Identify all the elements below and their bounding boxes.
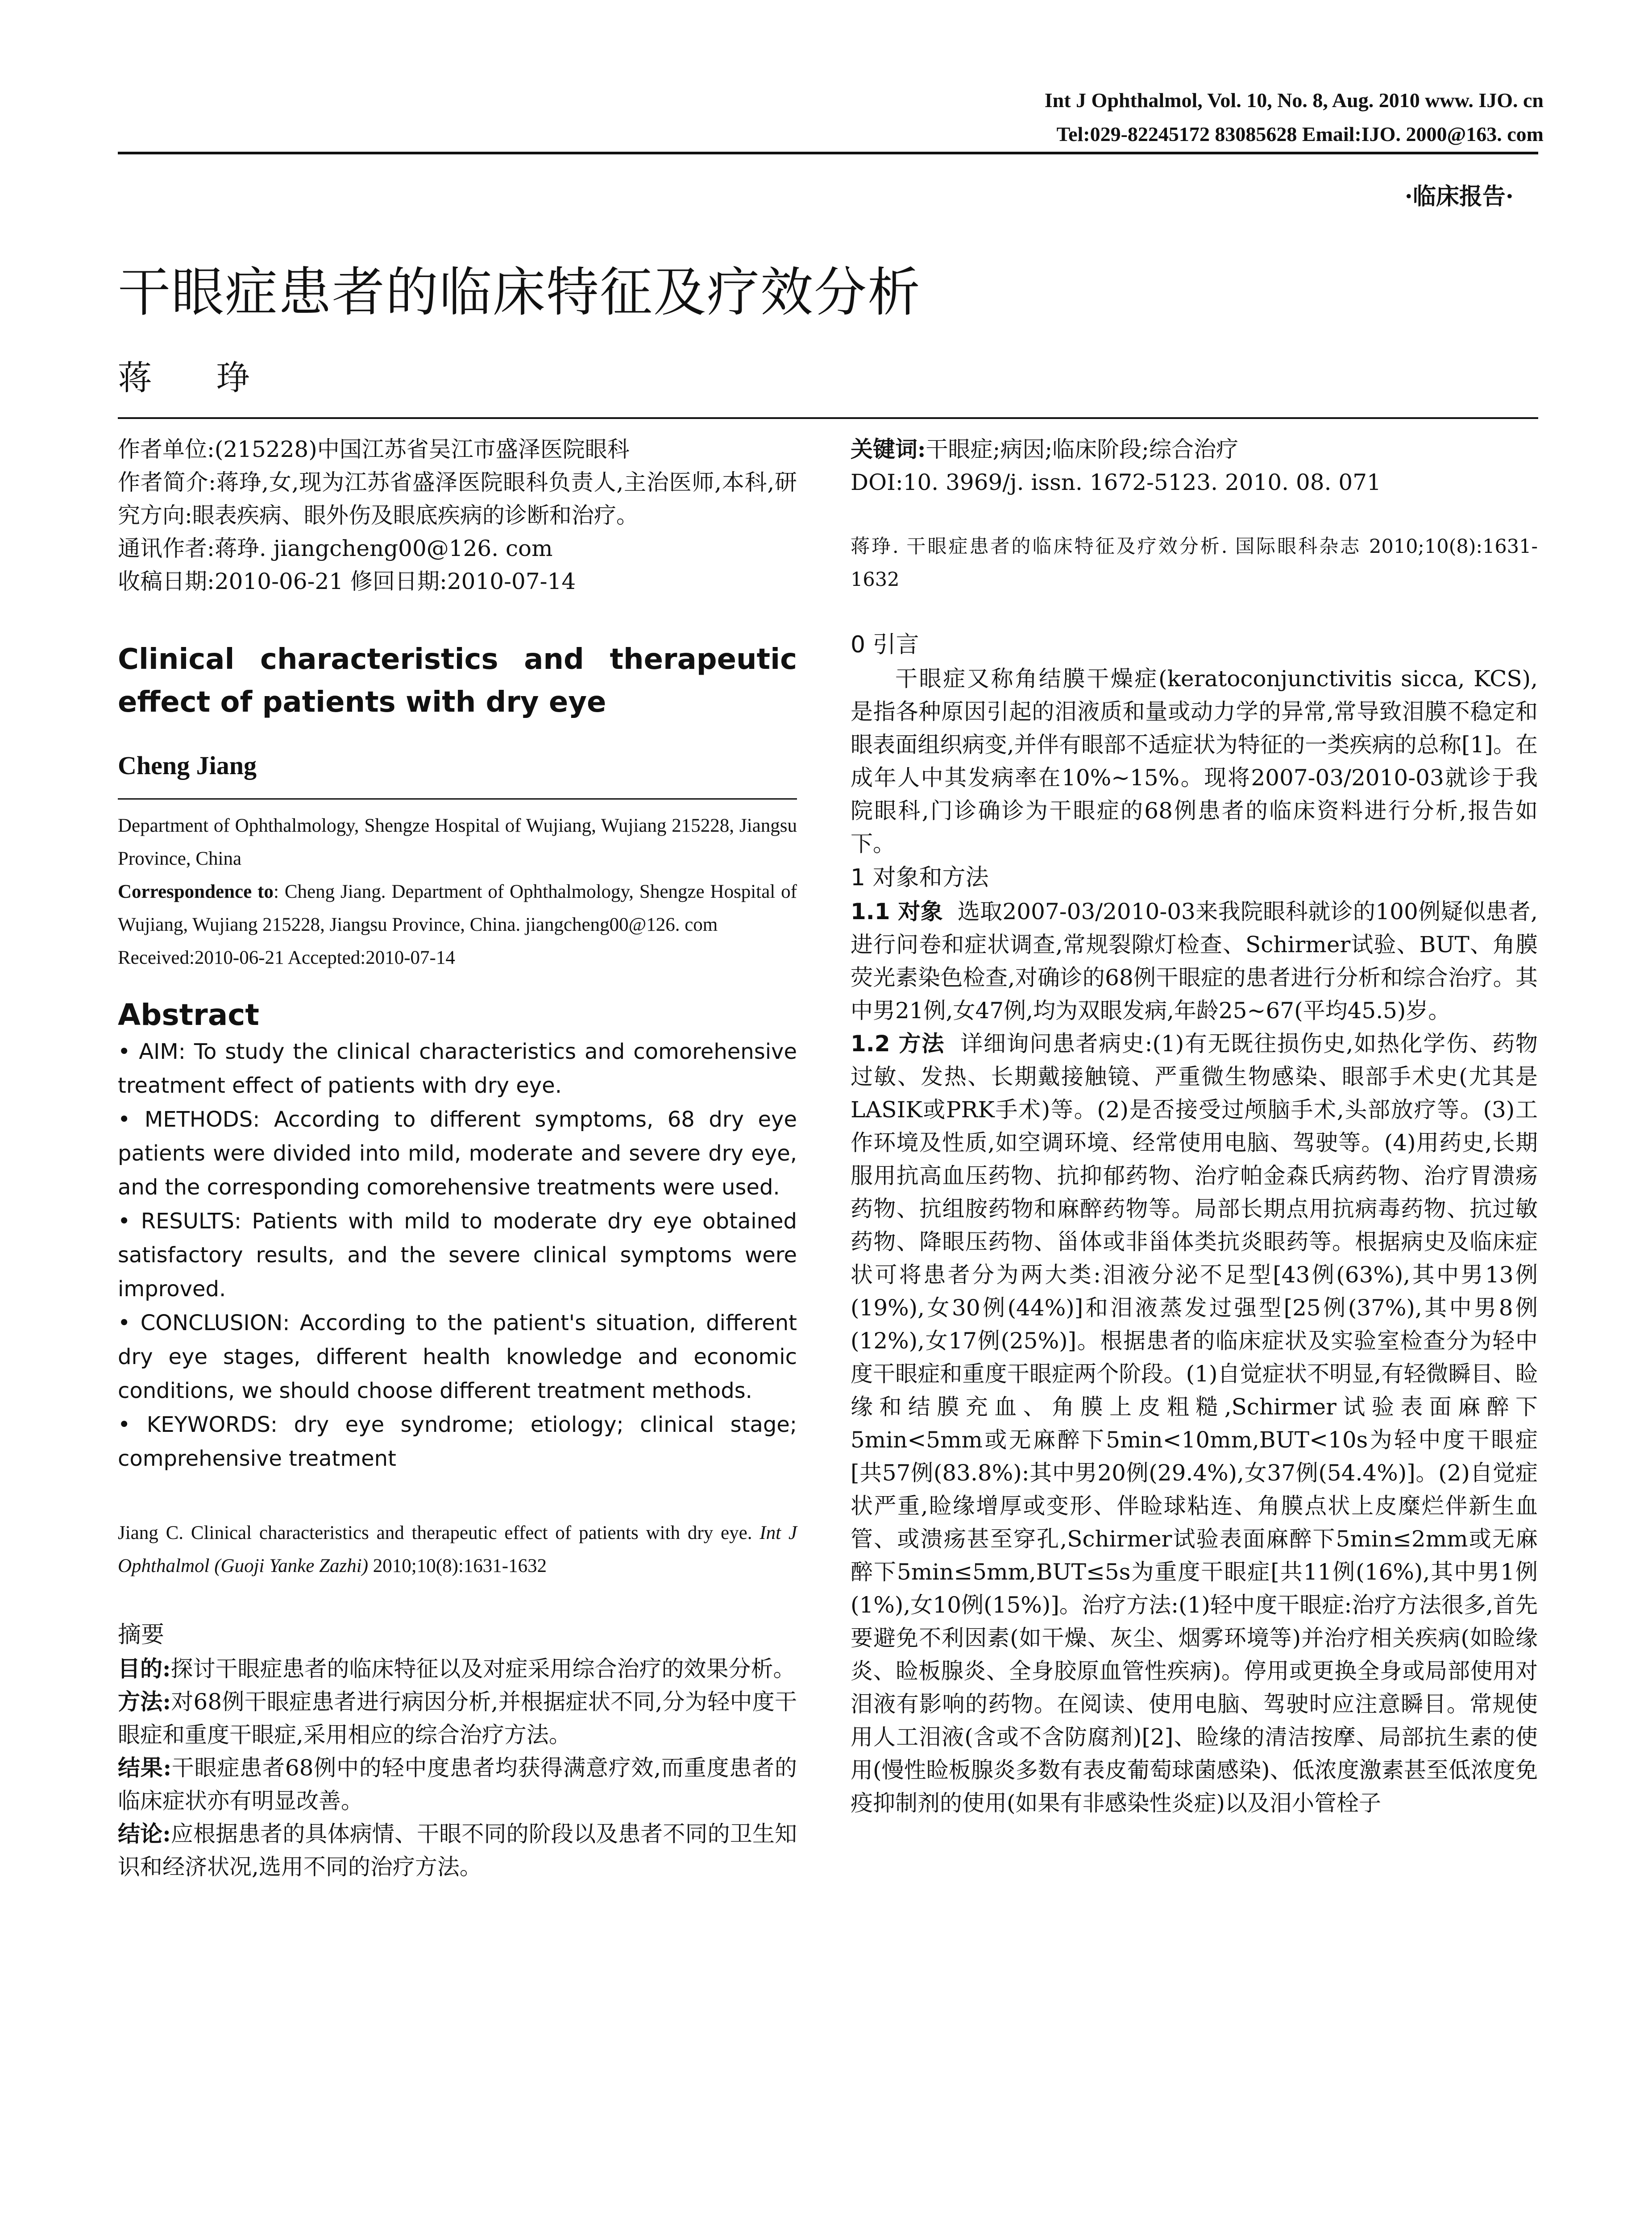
abstract-conclusion: • CONCLUSION: According to the patient's situation, different dry eye stages, different health knowledge and economic conditions, we should choose different treatment methods. <box>118 1310 797 1403</box>
section-1-1-label: 1.1 对象 <box>851 899 943 925</box>
abstract-results: • RESULTS: Patients with mild to moderate dry eye obtained satisfactory results, and the severe clinical symptoms were improved. <box>118 1209 797 1302</box>
english-received: Received:2010-06-21 Accepted:2010-07-14 <box>118 947 455 968</box>
section-1-2-label: 1.2 方法 <box>851 1031 945 1057</box>
cn-methods-label: 方法: <box>118 1688 171 1715</box>
left-column <box>118 433 797 1883</box>
doi: DOI:10. 3969/j. issn. 1672-5123. 2010. 08. 071 <box>851 469 1381 495</box>
cn-aim-label: 目的: <box>118 1655 171 1682</box>
english-affiliation: Department of Ophthalmology, Shengze Hospital of Wujiang, Wujiang 215228, Jiangsu Province, China <box>118 815 797 869</box>
cn-conclusion-text: 应根据患者的具体病情、干眼不同的阶段以及患者不同的卫生知识和经济状况,选用不同的治疗方法。 <box>118 1821 797 1880</box>
author-name: 蒋 琤 <box>118 358 277 398</box>
english-citation <box>118 1517 797 1583</box>
cn-results-text: 干眼症患者68例中的轻中度患者均获得满意疗效,而重度患者的临床症状亦有明显改善。 <box>118 1755 797 1814</box>
chinese-abstract-heading: 摘要 <box>118 1621 165 1648</box>
section-tag: ·临床报告· <box>1404 183 1514 210</box>
intro-heading: 0 引言 <box>851 631 919 658</box>
cn-abstract-aim <box>118 1652 797 1685</box>
cn-aim-text: 探讨干眼症患者的临床特征以及对症采用综合治疗的效果分析。 <box>170 1656 796 1682</box>
received-dates: 收稿日期:2010-06-21 修回日期:2010-07-14 <box>118 568 576 594</box>
citation-post: 2010;10(8):1631-1632 <box>368 1555 547 1576</box>
abstract-aim: • AIM: To study the clinical characteristics and comorehensive treatment effect of patients with dry eye. <box>118 1039 797 1098</box>
citation-journal: Int J Ophthalmol (Guoji Yanke Zazhi) <box>118 1522 797 1576</box>
journal-header-line2: Tel:029-82245172 83085628 Email:IJO. 2000@163. com <box>1056 123 1544 145</box>
affiliation: 作者单位:(215228)中国江苏省吴江市盛泽医院眼科 <box>118 436 630 462</box>
abstract-keywords: • KEYWORDS: dry eye syndrome; etiology; clinical stage; comprehensive treatment <box>118 1412 797 1471</box>
page-title: 干眼症患者的临床特征及疗效分析 <box>118 261 921 323</box>
english-author: Cheng Jiang <box>118 751 257 780</box>
cn-abstract-methods <box>118 1685 797 1751</box>
right-column <box>851 433 1538 1820</box>
keywords <box>851 433 1538 466</box>
correspondence-label: Correspondence to <box>118 881 274 902</box>
correspondence-email: 通讯作者:蒋琤. jiangcheng00@126. com <box>118 535 553 561</box>
intro-paragraph: 干眼症又称角结膜干燥症(keratoconjunctivitis sicca, KCS),是指各种原因引起的泪液质和量或动力学的异常,常导致泪膜不稳定和眼表面组织病变,并伴有眼部不适症状为特征的一类疾病的总称[1]。在成年人中其发病率在10%~15%。现将2007-03/2010-03就诊于我院眼科,门诊确诊为干眼症的68例患者的临床资料进行分析,报告如下。 <box>851 666 1538 857</box>
cn-conclusion-label: 结论: <box>118 1820 171 1847</box>
author-bio: 作者简介:蒋琤,女,现为江苏省盛泽医院眼科负责人,主治医师,本科,研究方向:眼表疾病、眼外伤及眼底疾病的诊断和治疗。 <box>118 469 797 528</box>
title-rule <box>118 417 1538 419</box>
cn-methods-text: 对68例干眼症患者进行病因分析,并根据症状不同,分为轻中度干眼症和重度干眼症,采用相应的综合治疗方法。 <box>118 1689 797 1748</box>
keywords-text: 干眼症;病因;临床阶段;综合治疗 <box>926 436 1239 462</box>
cn-abstract-results <box>118 1751 797 1817</box>
chinese-citation: 蒋琤. 干眼症患者的临床特征及疗效分析. 国际眼科杂志 2010;10(8):1631-1632 <box>851 535 1538 591</box>
abstract-methods: • METHODS: According to different symptoms, 68 dry eye patients were divided into mild, moderate and severe dry eye, and the corresponding comorehensive treatments were used. <box>118 1107 797 1200</box>
cn-abstract-conclusion <box>118 1817 797 1883</box>
section-1-1-text: 选取2007-03/2010-03来我院眼科就诊的100例疑似患者,进行问卷和症状调查,常规裂隙灯检查、Schirmer试验、BUT、角膜荧光素染色检查,对确诊的68例干眼症的患者进行分析和综合治疗。其中男21例,女47例,均为双眼发病,年龄25~67(平均45.5)岁。 <box>851 899 1538 1024</box>
section-1-2 <box>851 1027 1538 1820</box>
journal-header-line1: Int J Ophthalmol, Vol. 10, No. 8, Aug. 2010 www. IJO. cn <box>1044 89 1544 112</box>
methods-heading: 1 对象和方法 <box>851 864 989 891</box>
section-1-2-text: 详细询问患者病史:(1)有无既往损伤史,如热化学伤、药物过敏、发热、长期戴接触镜、严重微生物感染、眼部手术史(尤其是LASIK或PRK手术)等。(2)是否接受过颅脑手术,头部放疗等。(3)工作环境及性质,如空调环境、经常使用电脑、驾驶等。(4)用药史,长期服用抗高血压药物、抗抑郁药物、治疗帕金森氏病药物、治疗胃溃疡药物、抗组胺药物和麻醉药物等。局部长期点用抗病毒药物、抗过敏药物、降眼压药物、甾体或非甾体类抗炎眼药等。根据病史及临床症状可将患者分为两大类:泪液分泌不足型[43例(63%),其中男13例(19%),女30例(44%)]和泪液蒸发过强型[25例(37%),其中男8例(12%),女17例(25%)]。根据患者的临床症状及实验室检查分为轻中度干眼症和重度干眼症两个阶段。(1)自觉症状不明显,有轻微瞬目、睑缘和结膜充血、角膜上皮粗糙,Schirmer试验表面麻醉下5min<5mm或无麻醉下5min<10mm,BUT<10s为轻中度干眼症[共57例(83.8%):其中男20例(29.4%),女37例(54.4%)]。(2)自觉症状严重,睑缘增厚或变形、伴睑球粘连、角膜点状上皮糜烂伴新生血管、或溃疡甚至穿孔,Schirmer试验表面麻醉下5min≤2mm或无麻醉下5min≤5mm,BUT≤5s为重度干眼症[共11例(16%),其中男1例(1%),女10例(15%)]。治疗方法:(1)轻中度干眼症:治疗方法很多,首先要避免不利因素(如干燥、灰尘、烟雾环境等)并治疗相关疾病(如睑缘炎、睑板腺炎、全身胶原血管性疾病)。停用或更换全身或局部使用对泪液有影响的药物。在阅读、使用电脑、驾驶时应注意瞬目。常规使用人工泪液(含或不含防腐剂)[2]、睑缘的清洁按摩、局部抗生素的使用(慢性睑板腺炎多数有表皮葡萄球菌感染)、低浓度激素甚至低浓度免疫抑制剂的使用(如果有非感染性炎症)以及泪小管栓子 <box>851 1031 1538 1816</box>
cn-results-label: 结果: <box>118 1754 172 1781</box>
english-title: Clinical characteristics and therapeutic effect of patients with dry eye <box>118 643 797 719</box>
header-rule <box>118 152 1538 154</box>
english-correspondence <box>118 875 797 941</box>
keywords-label: 关键词: <box>851 436 926 462</box>
citation-pre: Jiang C. Clinical characteristics and therapeutic effect of patients with dry eye. <box>118 1522 760 1543</box>
abstract-heading: Abstract <box>118 998 259 1032</box>
section-1-1 <box>851 895 1538 1027</box>
correspondence-text: : Cheng Jiang. Department of Ophthalmology, Shengze Hospital of Wujiang, Wujiang 215228, Jiangsu Province, China. jiangcheng00@126. com <box>118 881 797 935</box>
